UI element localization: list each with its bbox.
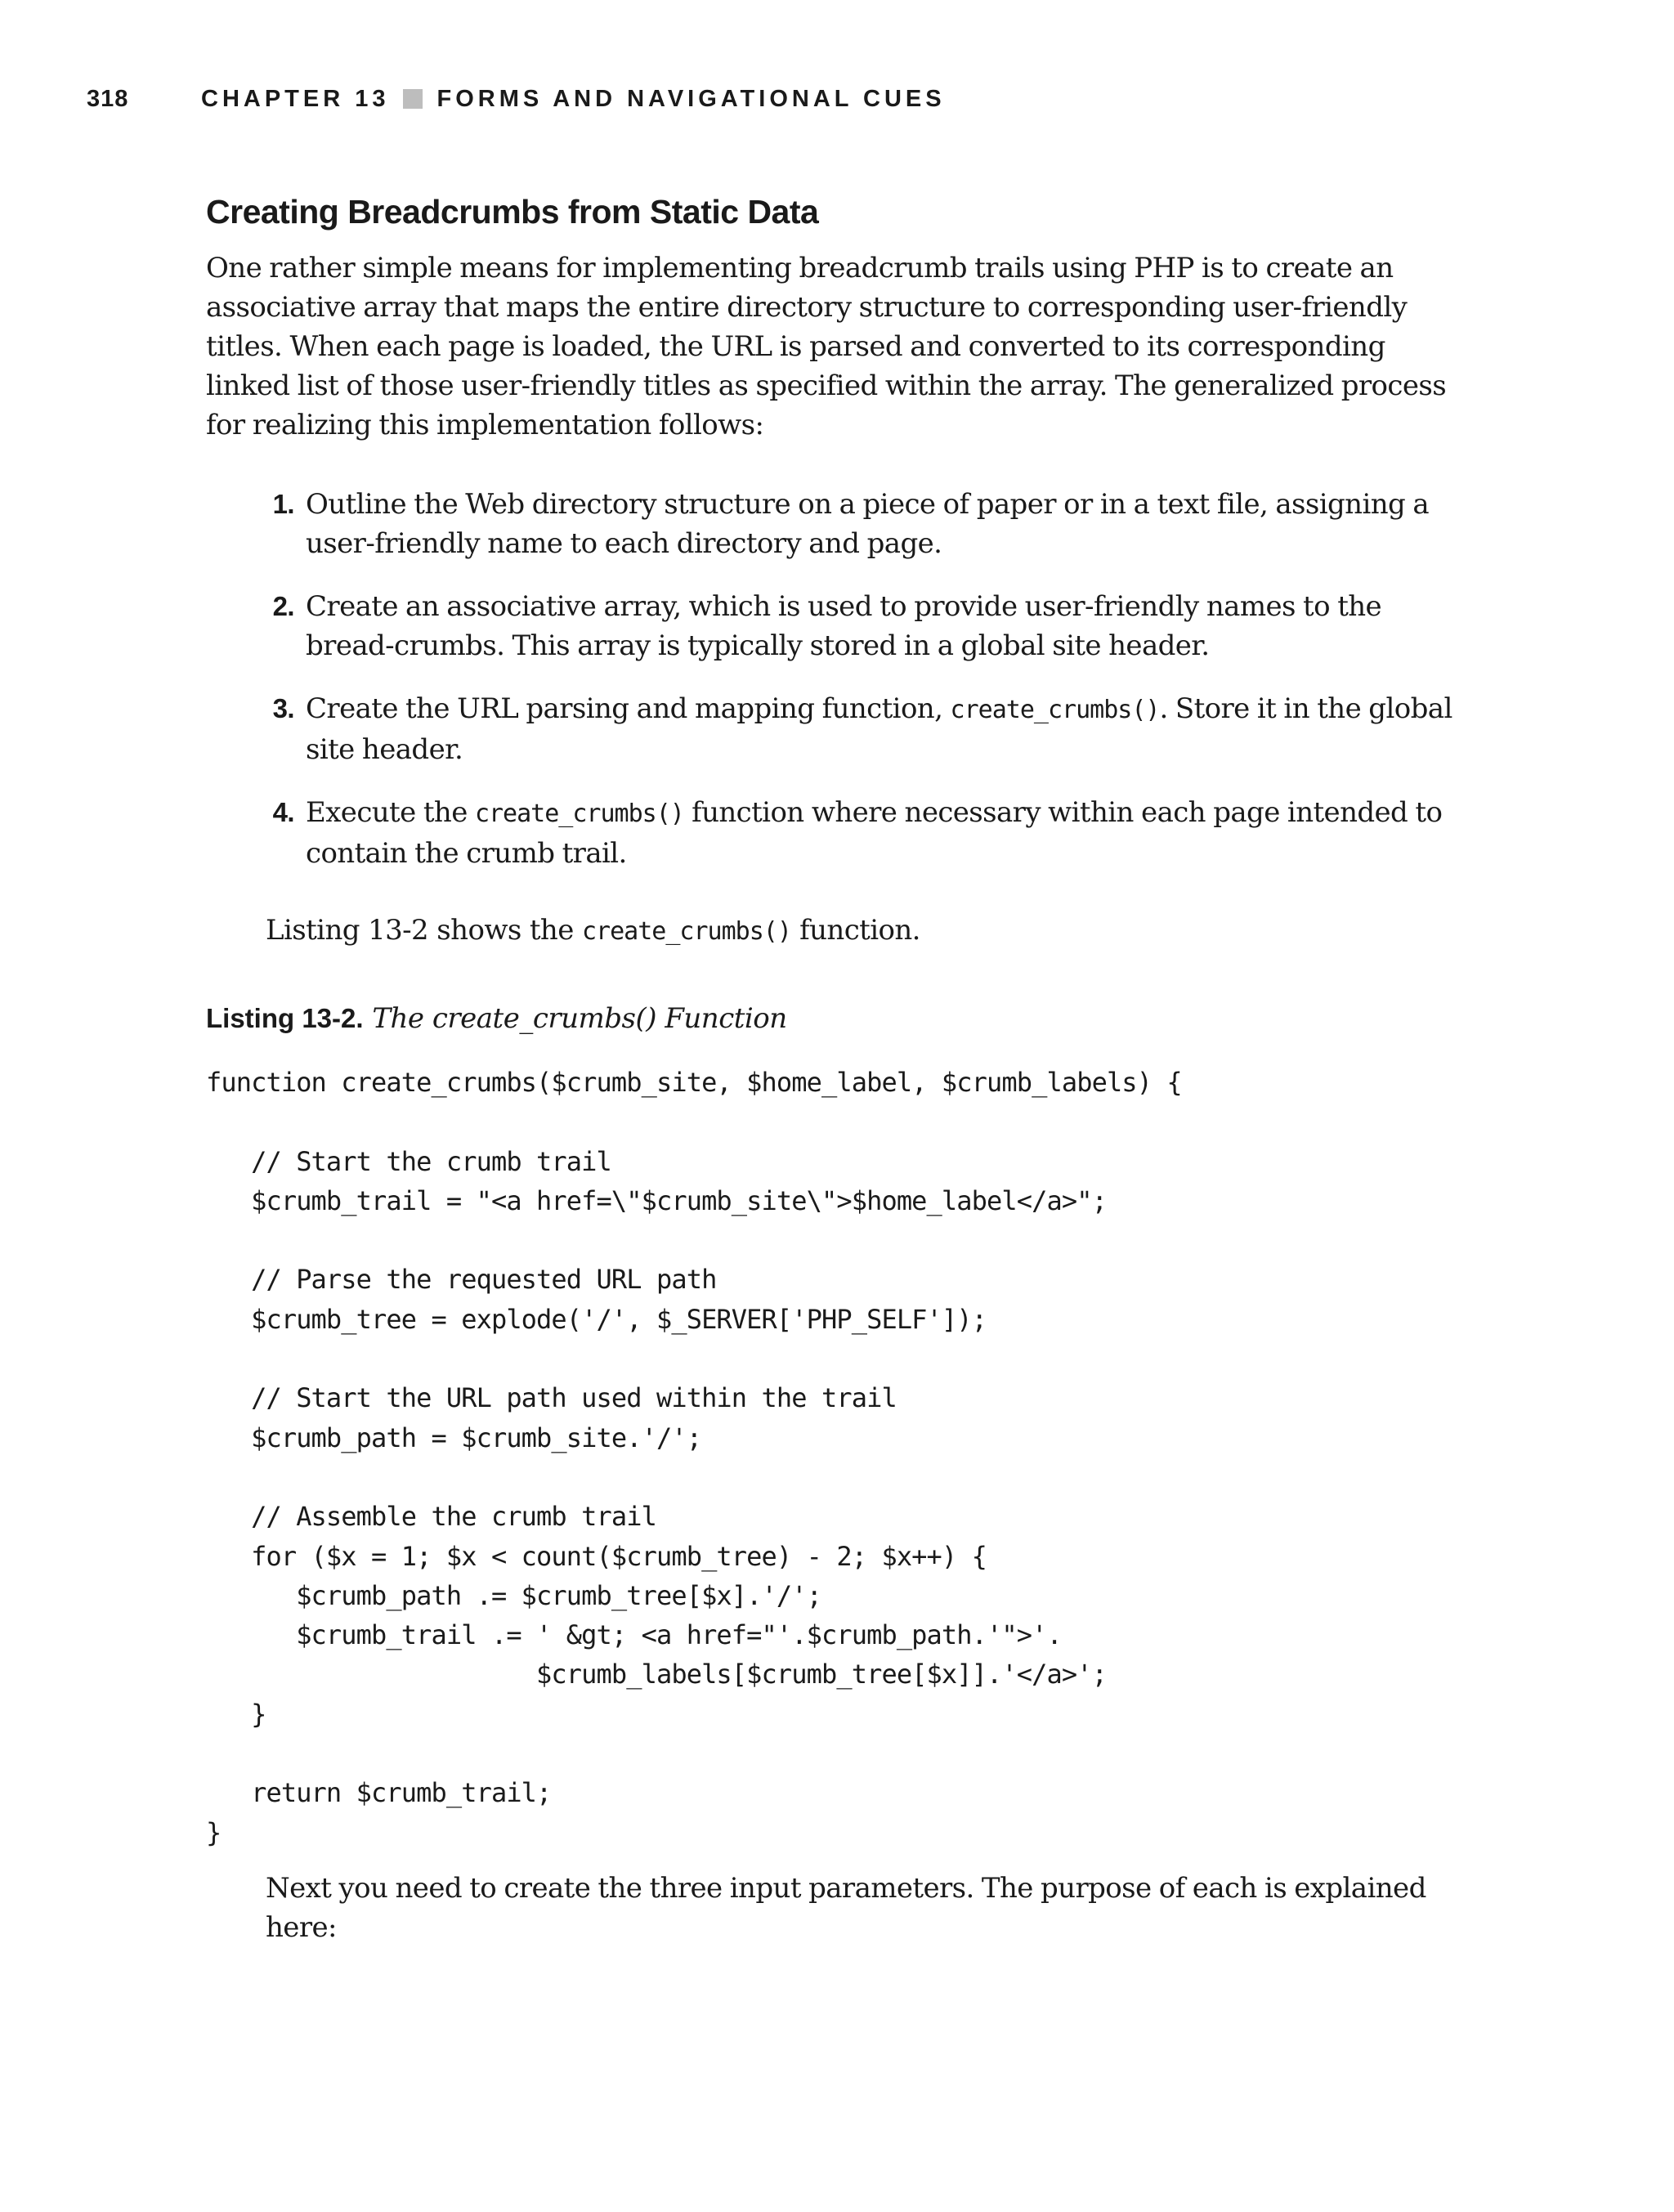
- listing-label: Listing 13-2.: [206, 1003, 364, 1033]
- square-separator-icon: [403, 89, 423, 109]
- step-text: Outline the Web directory structure on a piece of paper or in a text file, assigning a user-friendly name to each directory and page.: [306, 488, 1430, 560]
- list-item: [206, 485, 1465, 563]
- listing-reference: [266, 911, 920, 952]
- listing-title: The create_crumbs() Function: [372, 1002, 787, 1035]
- list-item: [206, 793, 1465, 873]
- step-text: [306, 793, 1465, 873]
- step-text-after: . Store it in the global site header.: [306, 692, 1452, 766]
- chapter-label: CHAPTER 13: [201, 85, 390, 112]
- step-number: 4.: [272, 797, 294, 827]
- page-number: 318: [87, 85, 129, 112]
- step-number: 3.: [272, 693, 294, 723]
- listing-ref-after: function.: [790, 914, 920, 947]
- step-text-after: function where necessary within each page intended to contain the crumb trail.: [306, 796, 1443, 870]
- list-item: [206, 587, 1465, 665]
- step-text: Create an associative array, which is used to provide user-friendly names to the bread-crumbs. This array is typically stored in a global site header.: [306, 590, 1382, 662]
- code-listing: function create_crumbs($crumb_site, $home_label, $crumb_labels) { // Start the crumb trail $crumb_trail = "<a href=\"$crumb_site\">$home_label</a>"; // Parse the requested URL path $crumb_tree = explode('/', $_SERVER['PHP_SELF']); // Start the URL path used within the trail $crumb_path = $crumb_site.'/'; // Assemble the crumb trail for ($x = 1; $x < count($crumb_tree) - 2; $x++) { $crumb_path .= $crumb_tree[$x].'/'; $crumb_trail .= ' &gt; <a href="'.$crumb_path.'">'. $crumb_labels[$crumb_tree[$x]].'</a>'; } return $crumb_trail; }: [206, 1067, 1182, 1848]
- inline-code: create_crumbs(): [581, 917, 791, 946]
- closing-paragraph: Next you need to create the three input parameters. The purpose of each is explained here:: [266, 1872, 1426, 1944]
- chapter-title: FORMS AND NAVIGATIONAL CUES: [436, 85, 946, 112]
- step-text-before: Execute the: [306, 796, 475, 829]
- list-item: [206, 689, 1465, 769]
- listing-caption: [206, 999, 787, 1038]
- inline-code: create_crumbs(): [950, 696, 1160, 724]
- step-number: 1.: [272, 489, 294, 519]
- intro-paragraph: One rather simple means for implementing breadcrumb trails using PHP is to create an associative array that maps the entire directory structure to corresponding user-friendly titles. When each page is loaded, the URL is parsed and converted to its corresponding linked list of those user-friendly titles as specified within the array. The generalized process for realizing this implementation follows:: [206, 252, 1447, 441]
- running-head: [201, 86, 946, 113]
- inline-code: create_crumbs(): [474, 799, 684, 828]
- listing-ref-before: Listing 13-2 shows the: [266, 914, 582, 947]
- step-text-before: Create the URL parsing and mapping function,: [306, 692, 951, 725]
- section-heading: Creating Breadcrumbs from Static Data: [206, 193, 819, 231]
- step-text: [306, 689, 1465, 769]
- steps-list: [206, 485, 1465, 897]
- step-number: 2.: [272, 591, 294, 621]
- running-header: [87, 78, 1587, 119]
